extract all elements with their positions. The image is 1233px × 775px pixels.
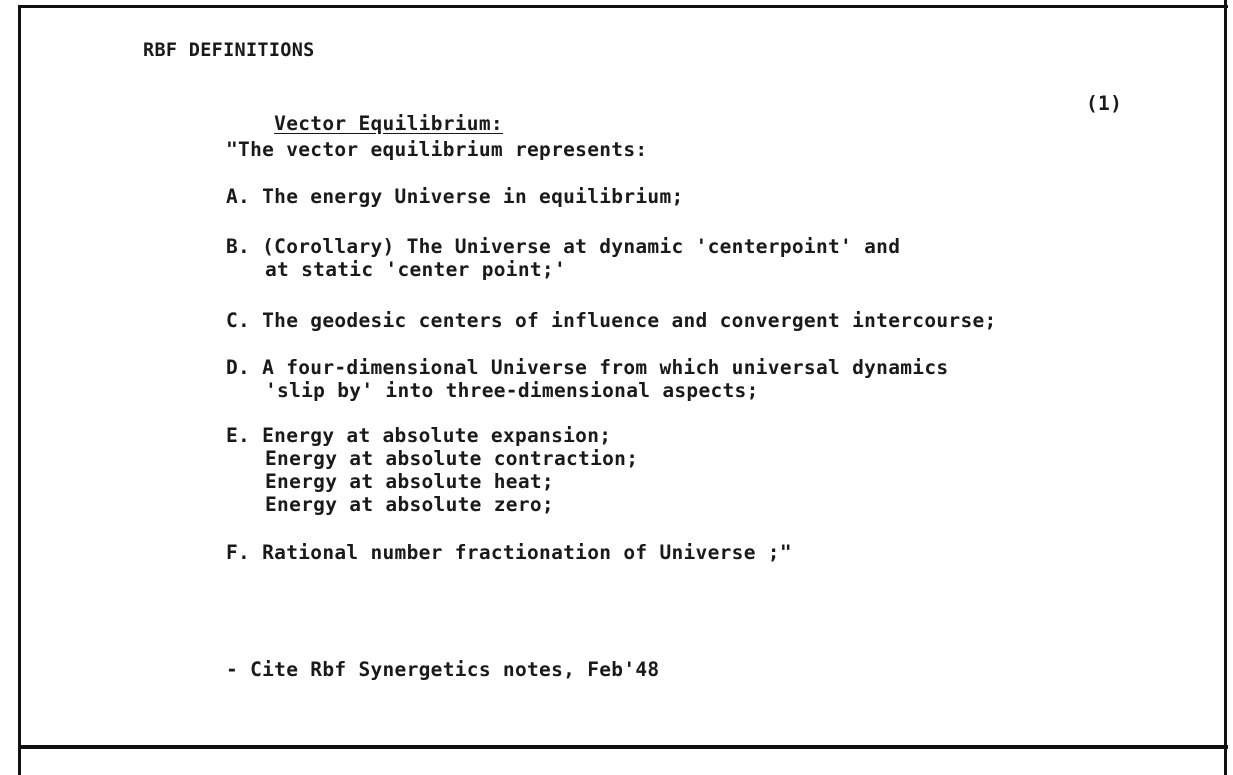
item-line-continued: 'slip by' into three-dimensional aspects; (265, 379, 759, 402)
card-border-top (18, 5, 1228, 8)
definition-item-f (226, 541, 792, 564)
definition-item-e (226, 424, 638, 516)
item-line: F. Rational number fractionation of Universe ;" (226, 541, 792, 564)
intro-line: "The vector equilibrium represents: (226, 138, 648, 161)
item-line: E. Energy at absolute expansion; (226, 424, 612, 447)
item-line-continued: Energy at absolute zero; (265, 493, 554, 516)
item-line: C. The geodesic centers of influence and convergent intercourse; (226, 309, 997, 332)
definition-item-b (226, 235, 900, 281)
term-name: Vector Equilibrium (274, 112, 491, 135)
card-border-left (18, 5, 21, 775)
item-line: D. A four-dimensional Universe from which universal dynamics (226, 356, 949, 379)
definition-item-c (226, 309, 997, 332)
item-line-continued: at static 'center point;' (265, 258, 566, 281)
card-border-bottom (18, 745, 1228, 749)
citation: - Cite Rbf Synergetics notes, Feb'48 (226, 658, 660, 681)
item-line: B. (Corollary) The Universe at dynamic 'centerpoint' and (226, 235, 901, 258)
term-colon: : (490, 112, 503, 135)
section-title: RBF DEFINITIONS (143, 40, 315, 61)
card-number: (1) (1086, 92, 1123, 115)
item-line-continued: Energy at absolute heat; (265, 470, 554, 493)
item-line-continued: Energy at absolute contraction; (265, 447, 639, 470)
definition-item-a (226, 185, 684, 208)
item-line: A. The energy Universe in equilibrium; (226, 185, 684, 208)
card-border-right (1224, 0, 1227, 775)
definition-item-d (226, 356, 948, 402)
